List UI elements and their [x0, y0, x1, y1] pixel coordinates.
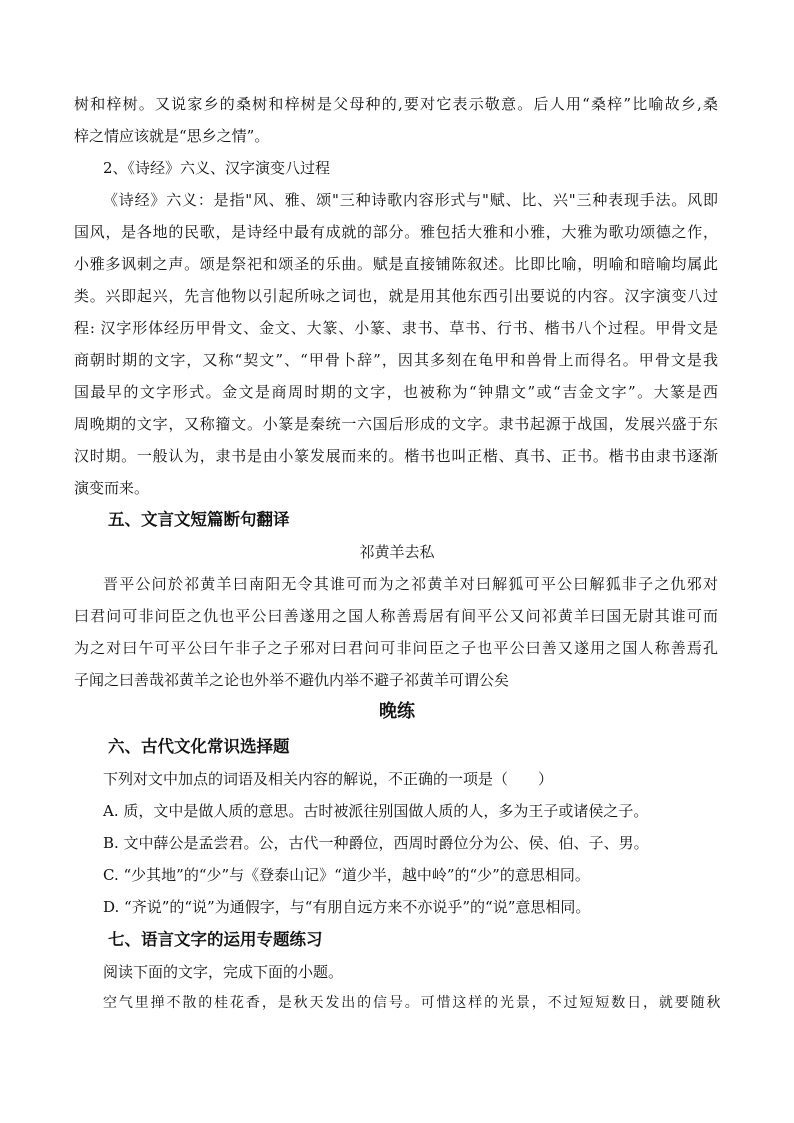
option-d: D. “齐说”的“说”为通假字，与“有朋自远方来不亦说乎”的“说”意思相同。: [103, 898, 591, 916]
paragraph-line: 树和梓树。又说家乡的桑树和梓树是父母种的,要对它表示敬意。后人用“桑梓”比喻故乡,桑: [74, 95, 718, 113]
paragraph-line: 汉时期。一般认为，隶书是由小篆发展而来的。楷书也叫正楷、真书、正书。楷书由隶书逐渐: [74, 447, 718, 465]
passage-line: 子闻之曰善哉祁黄羊之论也外举不避仇内举不避子祁黄羊可谓公矣: [74, 671, 510, 689]
paragraph-line: 《诗经》六义：是指"风、雅、颂"三种诗歌内容形式与"赋、比、兴"三种表现手法。风即: [103, 191, 718, 209]
passage-line: 曰君问可非问臣之仇也平公曰善遂用之国人称善焉居有间平公又问祁黄羊曰国无尉其谁可而: [74, 607, 718, 625]
section-heading: 五、文言文短篇断句翻译: [108, 510, 290, 529]
section-heading: 七、语言文字的运用专题练习: [108, 930, 323, 949]
paragraph-line: 小雅多讽刺之声。颂是祭祀和颂圣的乐曲。赋是直接铺陈叙述。比即比喻，明喻和暗喻均属此: [74, 255, 718, 273]
option-c: C. “少其地”的“少”与《登泰山记》“道少半，越中岭”的“少”的意思相同。: [103, 866, 590, 884]
paragraph-line: 演变而来。: [74, 479, 150, 497]
paragraph-line: 类。兴即起兴，先言他物以引起所咏之词也，就是用其他东西引出要说的内容。汉字演变八过: [74, 287, 718, 305]
section-heading: 六、古代文化常识选择题: [108, 737, 290, 756]
paragraph-line: 国风，是各地的民歌，是诗经中最有成就的部分。雅包括大雅和小雅，大雅为歌功颂德之作，: [74, 223, 718, 241]
evening-title: 晚练: [379, 701, 415, 722]
reading-text-line: 空气里掸不散的桂花香，是秋天发出的信号。可惜这样的光景，不过短短数日，就要随秋: [103, 995, 721, 1011]
subsection-title: 2、《诗经》六义、汉字演变八过程: [103, 159, 331, 177]
paragraph-line: 梓之情应该就是“思乡之情”。: [74, 127, 270, 145]
passage-line: 晋平公问於祁黄羊曰南阳无令其谁可而为之祁黄羊对曰解狐可平公曰解狐非子之仇邪对: [103, 575, 718, 593]
paragraph-line: 周晚期的文字，又称籀文。小篆是秦统一六国后形成的文字。隶书起源于战国，发展兴盛于东: [74, 415, 718, 433]
paragraph-line: 国最早的文字形式。金文是商周时期的文字，也被称为“钟鼎文”或“吉金文字”。大篆是西: [74, 383, 718, 401]
paragraph-line: 商朝时期的文字，又称“契文”、“甲骨卜辞”，因其多刻在龟甲和兽骨上而得名。甲骨文是我: [74, 351, 718, 369]
instruction: 阅读下面的文字，完成下面的小题。: [103, 963, 344, 981]
question-stem: 下列对文中加点的词语及相关内容的解说，不正确的一项是（ ）: [103, 770, 554, 788]
option-b: B. 文中薛公是孟尝君。公，古代一种爵位，西周时爵位分为公、侯、伯、子、男。: [103, 834, 649, 852]
passage-title: 祁黄羊去私: [359, 543, 435, 561]
option-a: A. 质，文中是做人质的意思。古时被派往别国做人质的人，多为王子或诸侯之子。: [103, 802, 649, 820]
paragraph-line: 程: 汉字形体经历甲骨文、金文、大篆、小篆、隶书、草书、行书、楷书八个过程。甲骨文是: [74, 319, 718, 337]
passage-line: 为之对曰午可平公曰午非子之子邪对曰君问可非问臣之子也平公曰善又遂用之国人称善焉孔: [74, 639, 718, 657]
